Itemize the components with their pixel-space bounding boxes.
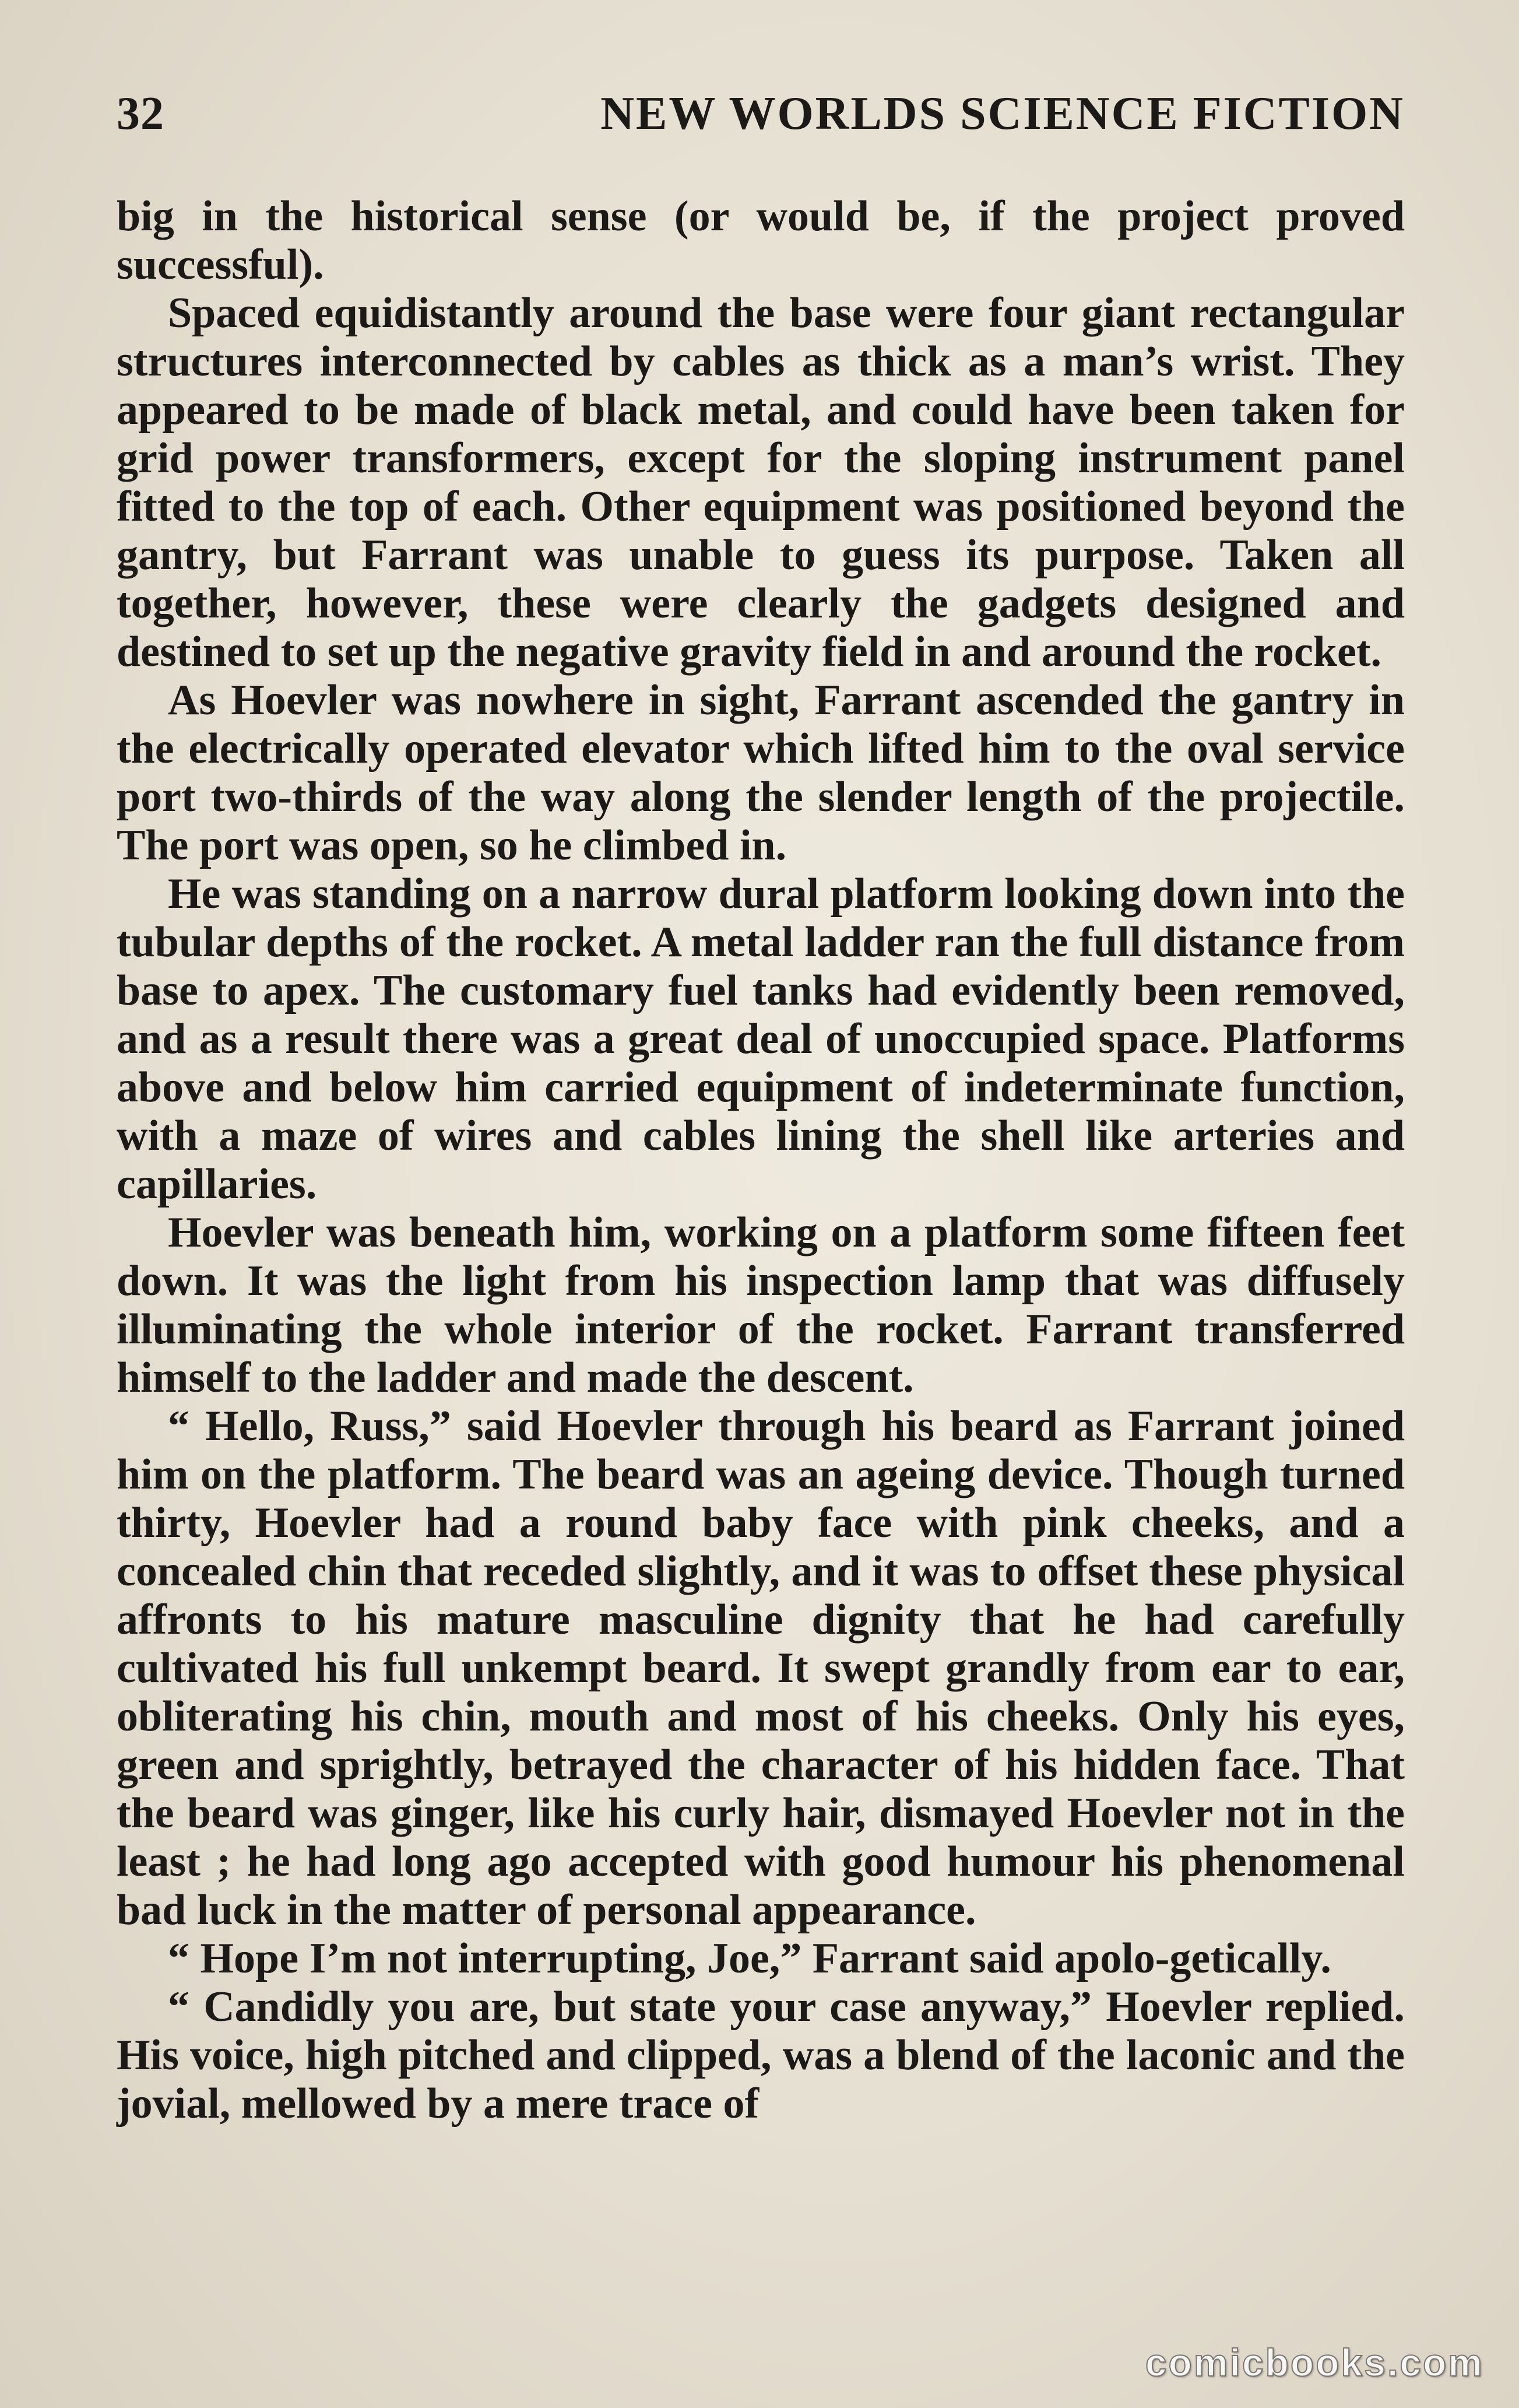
paragraph: “ Hope I’m not interrupting, Joe,” Farrant said apolo-getically. [168,1935,1331,1982]
page-header [117,87,1405,157]
page-number: 32 [117,88,164,139]
paragraph: As Hoevler was nowhere in sight, Farrant ascended the gantry in the electrically operated elevator which lifted him to the oval service port two-thirds of the way along the slender length of the projectile. The port was open, so he climbed in. [117,676,1405,869]
running-title: NEW WORLDS SCIENCE FICTION [600,88,1405,139]
paragraph: Spaced equidistantly around the base were four giant rectangular structures interconnected by cables as thick as a man’s wrist. They appeared to be made of black metal, and could have been taken for grid power transformers, except for the sloping instrument panel fitted to the top of each. Other equipment was positioned beyond the gantry, but Farrant was unable to guess its purpose. Taken all together, however, these were clearly the gadgets designed and destined to set up the negative gravity field in and around the rocket. [117,289,1405,676]
site-watermark: comicbooks.com [1145,2341,1484,2384]
paragraph: big in the historical sense (or would be, if the project proved successful). [117,192,1405,289]
paragraph: “ Hello, Russ,” said Hoevler through his beard as Farrant joined him on the platform. The beard was an ageing device. Though turned thirty, Hoevler had a round baby face with pink cheeks, and a concealed chin that receded slightly, and it was to offset these physical affronts to his mature masculine dignity that he had carefully cultivated his full unkempt beard. It swept grandly from ear to ear, obliterating his chin, mouth and most of his cheeks. Only his eyes, green and sprightly, betrayed the character of his hidden face. That the beard was ginger, like his curly hair, dismayed Hoevler not in the least ; he had long ago accepted with good humour his phenomenal bad luck in the matter of personal appearance. [117,1402,1405,1934]
paragraph: He was standing on a narrow dural platform looking down into the tubular depths of the rocket. A metal ladder ran the full distance from base to apex. The customary fuel tanks had evidently been removed, and as a result there was a great deal of unoccupied space. Platforms above and below him carried equipment of indeterminate function, with a maze of wires and cables lining the shell like arteries and capillaries. [117,870,1405,1208]
paragraph: “ Candidly you are, but state your case anyway,” Hoevler replied. His voice, high pitched and clipped, was a blend of the laconic and the jovial, mellowed by a mere trace of [117,1983,1405,2128]
body-text [117,192,1405,2128]
paragraph: Hoevler was beneath him, working on a platform some fifteen feet down. It was the light from his inspection lamp that was diffusely illuminating the whole interior of the rocket. Farrant transferred himself to the ladder and made the descent. [117,1209,1405,1402]
